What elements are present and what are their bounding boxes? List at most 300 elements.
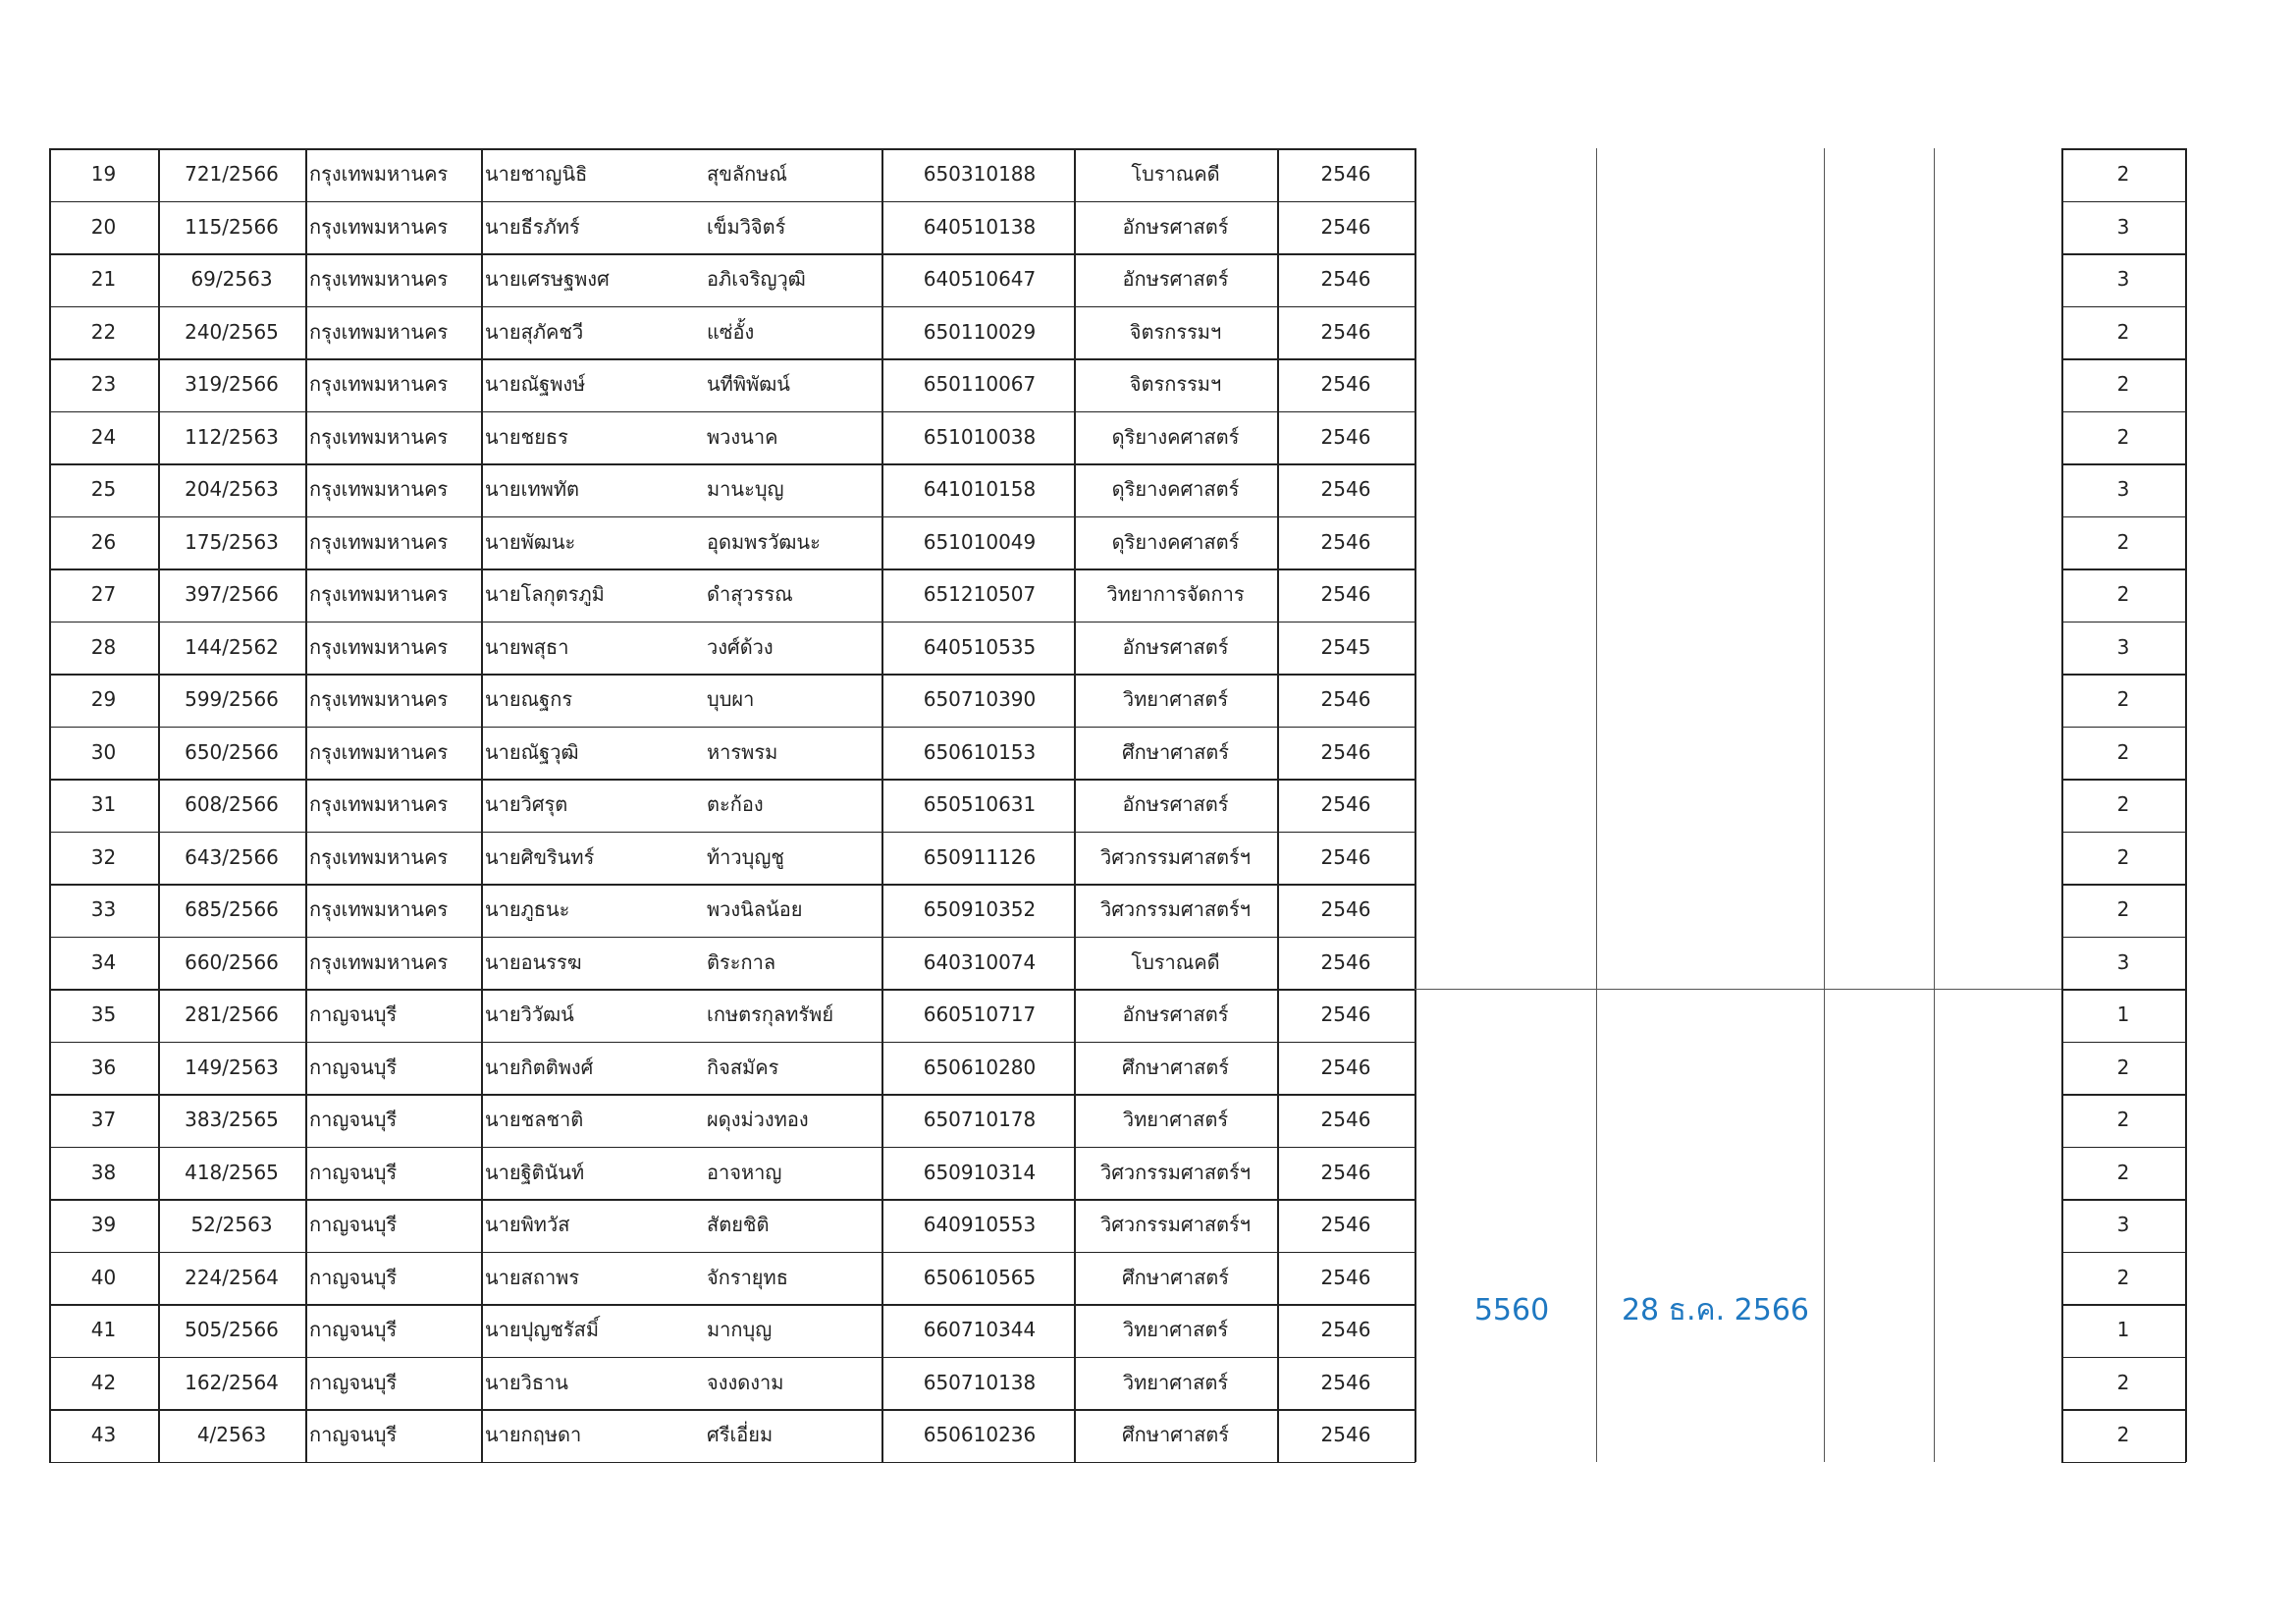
cell-first-name: นายภูธนะ	[485, 897, 570, 921]
cell-student-id: 640910553	[923, 1213, 1037, 1236]
cell-province: กาญจนบุรี	[309, 1108, 398, 1131]
cell-rank: 2	[2116, 687, 2130, 711]
cell-order: 240/2565	[185, 319, 279, 344]
cell-student-id: 650710138	[923, 1370, 1037, 1394]
cell-faculty: วิศวกรรมศาสตร์ฯ	[1099, 1213, 1252, 1236]
grid-hline	[49, 989, 1415, 991]
cell-faculty: อักษรศาสตร์	[1122, 214, 1229, 239]
cell-order: 149/2563	[185, 1055, 279, 1079]
cell-province: กาญจนบุรี	[309, 1213, 398, 1236]
grid-hline	[2061, 727, 2186, 729]
cell-order: 69/2563	[190, 267, 273, 291]
cell-no: 30	[90, 739, 117, 764]
grid-hline	[49, 411, 1415, 413]
cell-birth-year: 2546	[1320, 949, 1371, 974]
cell-birth-year: 2546	[1320, 1160, 1371, 1184]
cell-rank: 2	[2116, 792, 2130, 816]
cell-student-id: 650610236	[923, 1423, 1037, 1446]
cell-province: กรุงเทพมหานคร	[309, 267, 449, 291]
cell-last-name: พวงนิลน้อย	[707, 897, 803, 921]
grid-hline	[2061, 253, 2186, 255]
cell-province: กรุงเทพมหานคร	[309, 844, 449, 869]
cell-faculty: ดุริยางคศาสตร์	[1111, 477, 1240, 501]
cell-rank: 1	[2116, 1318, 2130, 1341]
cell-last-name: อาจหาญ	[707, 1160, 782, 1184]
grid-hline	[2061, 1462, 2186, 1464]
cell-student-id: 640510138	[923, 214, 1037, 239]
cell-student-id: 650910352	[923, 897, 1037, 921]
cell-first-name: นายฐิตินันท์	[485, 1160, 585, 1184]
cell-last-name: ท้าวบุญชู	[707, 844, 784, 869]
table-row	[49, 148, 1415, 201]
cell-order: 162/2564	[185, 1370, 279, 1394]
grid-hline	[2061, 411, 2186, 413]
cell-last-name: สุขลักษณ์	[707, 162, 787, 186]
cell-province: กรุงเทพมหานคร	[309, 372, 449, 396]
cell-rank: 3	[2116, 634, 2130, 659]
cell-last-name: ติระกาล	[707, 949, 776, 974]
cell-province: กรุงเทพมหานคร	[309, 582, 449, 606]
cell-last-name: อุดมพรวัฒนะ	[707, 529, 821, 554]
grid-hline	[49, 568, 1415, 570]
cell-first-name: นายอนรรฆ	[485, 949, 582, 974]
cell-rank: 2	[2116, 372, 2130, 396]
cell-birth-year: 2546	[1320, 477, 1371, 501]
cell-no: 33	[90, 897, 117, 921]
cell-province: กรุงเทพมหานคร	[309, 687, 449, 711]
cell-last-name: นทีพิพัฒน์	[707, 372, 790, 396]
cell-faculty: ศึกษาศาสตร์	[1121, 739, 1230, 764]
cell-faculty: จิตรกรรมฯ	[1129, 319, 1222, 344]
grid-hline	[49, 358, 1415, 360]
cell-province: กาญจนบุรี	[309, 1423, 398, 1446]
cell-no: 24	[90, 424, 117, 449]
cell-first-name: นายพัฒนะ	[485, 529, 576, 554]
grid-hline	[49, 884, 1415, 886]
cell-no: 37	[90, 1108, 117, 1131]
cell-rank: 3	[2116, 949, 2130, 974]
cell-no: 26	[90, 529, 117, 554]
cell-order: 660/2566	[185, 949, 279, 974]
cell-order: 224/2564	[185, 1265, 279, 1289]
cell-rank: 2	[2116, 1423, 2130, 1446]
cell-no: 35	[90, 1002, 117, 1026]
grid-hline	[1415, 989, 2061, 990]
cell-birth-year: 2546	[1320, 1055, 1371, 1079]
table-row	[49, 832, 1415, 885]
grid-vline	[1824, 148, 1825, 1462]
cell-birth-year: 2546	[1320, 1370, 1371, 1394]
cell-faculty: ดุริยางคศาสตร์	[1111, 424, 1240, 449]
cell-no: 20	[90, 214, 117, 239]
grid-hline	[2061, 516, 2186, 518]
cell-first-name: นายณัฐวุฒิ	[485, 739, 579, 764]
cell-first-name: นายธีรภัทร์	[485, 214, 580, 239]
cell-first-name: นายสถาพร	[485, 1265, 580, 1289]
grid-hline	[2061, 1409, 2186, 1411]
cell-rank: 2	[2116, 582, 2130, 606]
cell-no: 40	[90, 1265, 117, 1289]
grid-hline	[2061, 779, 2186, 781]
cell-student-id: 660510717	[923, 1002, 1037, 1026]
cell-province: กาญจนบุรี	[309, 1370, 398, 1394]
cell-order: 115/2566	[185, 214, 279, 239]
grid-hline	[2061, 306, 2186, 308]
cell-last-name: เข็มวิจิตร์	[707, 214, 786, 239]
table-row	[49, 1199, 1415, 1252]
cell-faculty: ดุริยางคศาสตร์	[1111, 529, 1240, 554]
cell-order: 204/2563	[185, 477, 279, 501]
cell-birth-year: 2546	[1320, 1002, 1371, 1026]
cell-no: 31	[90, 792, 117, 816]
grid-hline	[49, 148, 1415, 150]
cell-province: กาญจนบุรี	[309, 1002, 398, 1026]
grid-hline	[49, 1462, 1415, 1464]
table-row	[49, 622, 1415, 675]
cell-rank: 2	[2116, 844, 2130, 869]
grid-vline	[1415, 148, 1416, 1462]
cell-rank: 2	[2116, 424, 2130, 449]
cell-no: 41	[90, 1318, 117, 1341]
cell-faculty: วิทยาศาสตร์	[1122, 687, 1229, 711]
cell-no: 23	[90, 372, 117, 396]
table-row	[49, 358, 1415, 411]
cell-order: 599/2566	[185, 687, 279, 711]
grid-hline	[2061, 989, 2186, 991]
grid-vline	[305, 148, 307, 1462]
cell-rank: 2	[2116, 319, 2130, 344]
cell-student-id: 640310074	[923, 949, 1037, 974]
cell-no: 29	[90, 687, 117, 711]
cell-birth-year: 2546	[1320, 582, 1371, 606]
cell-faculty: โบราณคดี	[1131, 949, 1220, 974]
grid-vline	[158, 148, 160, 1462]
cell-birth-year: 2545	[1320, 634, 1371, 659]
cell-first-name: นายณฐกร	[485, 687, 573, 711]
cell-student-id: 650110067	[923, 372, 1037, 396]
cell-birth-year: 2546	[1320, 1108, 1371, 1131]
cell-order: 418/2565	[185, 1160, 279, 1184]
cell-no: 21	[90, 267, 117, 291]
cell-last-name: มากบุญ	[707, 1318, 773, 1341]
cell-faculty: โบราณคดี	[1131, 162, 1220, 186]
cell-no: 42	[90, 1370, 117, 1394]
cell-no: 25	[90, 477, 117, 501]
cell-province: กรุงเทพมหานคร	[309, 792, 449, 816]
cell-first-name: นายวิวัฒน์	[485, 1002, 574, 1026]
grid-vline	[881, 148, 883, 1462]
grid-hline	[49, 463, 1415, 465]
cell-faculty: อักษรศาสตร์	[1122, 634, 1229, 659]
grid-hline	[2061, 1304, 2186, 1306]
cell-faculty: อักษรศาสตร์	[1122, 1002, 1229, 1026]
grid-hline	[2061, 568, 2186, 570]
cell-student-id: 650310188	[923, 162, 1037, 186]
grid-hline	[2061, 832, 2186, 834]
cell-province: กรุงเทพมหานคร	[309, 319, 449, 344]
cell-faculty: วิศวกรรมศาสตร์ฯ	[1099, 844, 1252, 869]
cell-province: กรุงเทพมหานคร	[309, 634, 449, 659]
table-row	[49, 201, 1415, 254]
cell-student-id: 650710390	[923, 687, 1037, 711]
cell-order: 52/2563	[190, 1213, 273, 1236]
table-row	[49, 463, 1415, 516]
cell-order: 383/2565	[185, 1108, 279, 1131]
cell-faculty: ศึกษาศาสตร์	[1121, 1423, 1230, 1446]
cell-no: 28	[90, 634, 117, 659]
grid-hline	[49, 1199, 1415, 1201]
table-row	[49, 1304, 1415, 1357]
cell-rank: 2	[2116, 739, 2130, 764]
cell-order: 608/2566	[185, 792, 279, 816]
cell-birth-year: 2546	[1320, 687, 1371, 711]
cell-student-id: 650610565	[923, 1265, 1037, 1289]
cell-last-name: กิจสมัคร	[707, 1055, 779, 1079]
merged-book-number: 5560	[1473, 1293, 1550, 1327]
cell-faculty: ศึกษาศาสตร์	[1121, 1265, 1230, 1289]
cell-order: 685/2566	[185, 897, 279, 921]
table-row	[49, 989, 1415, 1042]
table-row	[49, 937, 1415, 990]
cell-birth-year: 2546	[1320, 162, 1371, 186]
cell-student-id: 641010158	[923, 477, 1037, 501]
table-row	[49, 1252, 1415, 1305]
table-row	[49, 1357, 1415, 1410]
grid-vline	[2061, 148, 2063, 1462]
cell-faculty: วิทยาศาสตร์	[1122, 1108, 1229, 1131]
cell-birth-year: 2546	[1320, 1318, 1371, 1341]
cell-province: กรุงเทพมหานคร	[309, 162, 449, 186]
cell-first-name: นายชาญนิธิ	[485, 162, 588, 186]
cell-last-name: พวงนาค	[707, 424, 778, 449]
cell-first-name: นายศิขรินทร์	[485, 844, 595, 869]
table-row	[49, 884, 1415, 937]
cell-no: 32	[90, 844, 117, 869]
cell-province: กรุงเทพมหานคร	[309, 739, 449, 764]
grid-hline	[49, 253, 1415, 255]
cell-birth-year: 2546	[1320, 1213, 1371, 1236]
cell-rank: 3	[2116, 214, 2130, 239]
grid-hline	[49, 674, 1415, 676]
cell-order: 281/2566	[185, 1002, 279, 1026]
cell-student-id: 650911126	[923, 844, 1037, 869]
cell-last-name: แซ่อั้ง	[707, 319, 755, 344]
grid-hline	[2061, 937, 2186, 939]
grid-vline	[1277, 148, 1279, 1462]
table-row	[49, 1409, 1415, 1462]
cell-order: 643/2566	[185, 844, 279, 869]
grid-hline	[49, 1304, 1415, 1306]
cell-first-name: นายวิศรุต	[485, 792, 568, 816]
cell-first-name: นายพิทวัส	[485, 1213, 570, 1236]
grid-hline	[49, 1409, 1415, 1411]
cell-last-name: มานะบุญ	[707, 477, 784, 501]
cell-faculty: วิทยาศาสตร์	[1122, 1370, 1229, 1394]
cell-birth-year: 2546	[1320, 267, 1371, 291]
table-row	[49, 568, 1415, 622]
cell-faculty: วิศวกรรมศาสตร์ฯ	[1099, 1160, 1252, 1184]
grid-hline	[49, 622, 1415, 623]
cell-last-name: ดำสุวรรณ	[707, 582, 793, 606]
grid-hline	[49, 1357, 1415, 1359]
cell-last-name: ผดุงม่วงทอง	[707, 1108, 809, 1131]
cell-rank: 2	[2116, 162, 2130, 186]
table-row	[49, 306, 1415, 359]
cell-faculty: วิทยาการจัดการ	[1106, 582, 1245, 606]
cell-student-id: 640510647	[923, 267, 1037, 291]
cell-birth-year: 2546	[1320, 1265, 1371, 1289]
cell-order: 175/2563	[185, 529, 279, 554]
cell-rank: 2	[2116, 897, 2130, 921]
cell-no: 27	[90, 582, 117, 606]
cell-province: กรุงเทพมหานคร	[309, 529, 449, 554]
cell-student-id: 650910314	[923, 1160, 1037, 1184]
grid-hline	[2061, 201, 2186, 203]
cell-student-id: 651010049	[923, 529, 1037, 554]
cell-birth-year: 2546	[1320, 424, 1371, 449]
cell-province: กรุงเทพมหานคร	[309, 424, 449, 449]
cell-province: กาญจนบุรี	[309, 1160, 398, 1184]
cell-first-name: นายวิธาน	[485, 1370, 568, 1394]
cell-faculty: จิตรกรรมฯ	[1129, 372, 1222, 396]
grid-hline	[49, 1094, 1415, 1096]
cell-province: กรุงเทพมหานคร	[309, 949, 449, 974]
cell-rank: 2	[2116, 1108, 2130, 1131]
cell-birth-year: 2546	[1320, 319, 1371, 344]
cell-rank: 3	[2116, 1213, 2130, 1236]
cell-first-name: นายพสุธา	[485, 634, 569, 659]
cell-first-name: นายกฤษดา	[485, 1423, 582, 1446]
cell-birth-year: 2546	[1320, 897, 1371, 921]
cell-student-id: 640510535	[923, 634, 1037, 659]
cell-last-name: หารพรม	[707, 739, 778, 764]
cell-last-name: จักรายุทธ	[707, 1265, 788, 1289]
cell-no: 36	[90, 1055, 117, 1079]
grid-hline	[49, 937, 1415, 939]
cell-no: 39	[90, 1213, 117, 1236]
cell-faculty: วิศวกรรมศาสตร์ฯ	[1099, 897, 1252, 921]
cell-first-name: นายชยธร	[485, 424, 568, 449]
cell-faculty: วิทยาศาสตร์	[1122, 1318, 1229, 1341]
cell-province: กรุงเทพมหานคร	[309, 477, 449, 501]
grid-hline	[2061, 1094, 2186, 1096]
grid-hline	[2061, 463, 2186, 465]
grid-hline	[2061, 1042, 2186, 1044]
cell-order: 112/2563	[185, 424, 279, 449]
table-row	[49, 779, 1415, 832]
grid-hline	[2061, 148, 2186, 150]
table-row	[49, 411, 1415, 464]
cell-student-id: 651010038	[923, 424, 1037, 449]
cell-province: กาญจนบุรี	[309, 1055, 398, 1079]
grid-vline	[1074, 148, 1076, 1462]
cell-student-id: 650710178	[923, 1108, 1037, 1131]
cell-no: 38	[90, 1160, 117, 1184]
cell-birth-year: 2546	[1320, 1423, 1371, 1446]
grid-hline	[2061, 358, 2186, 360]
cell-birth-year: 2546	[1320, 214, 1371, 239]
cell-no: 43	[90, 1423, 117, 1446]
grid-hline	[49, 516, 1415, 518]
grid-vline	[1934, 148, 1935, 1462]
cell-no: 34	[90, 949, 117, 974]
grid-hline	[2061, 674, 2186, 676]
cell-first-name: นายเศรษฐพงศ	[485, 267, 610, 291]
grid-hline	[2061, 1199, 2186, 1201]
grid-hline	[49, 1252, 1415, 1254]
grid-hline	[49, 832, 1415, 834]
cell-first-name: นายเทพทัต	[485, 477, 579, 501]
grid-vline	[2185, 148, 2187, 1462]
cell-order: 144/2562	[185, 634, 279, 659]
cell-student-id: 650510631	[923, 792, 1037, 816]
cell-last-name: เกษตรกุลทรัพย์	[707, 1002, 834, 1026]
grid-hline	[49, 779, 1415, 781]
cell-rank: 3	[2116, 477, 2130, 501]
cell-province: กาญจนบุรี	[309, 1318, 398, 1341]
grid-vline	[49, 148, 51, 1462]
grid-hline	[49, 306, 1415, 308]
cell-faculty: อักษรศาสตร์	[1122, 267, 1229, 291]
table-row	[49, 253, 1415, 306]
cell-rank: 2	[2116, 1160, 2130, 1184]
cell-rank: 2	[2116, 1265, 2130, 1289]
cell-student-id: 650110029	[923, 319, 1037, 344]
cell-faculty: อักษรศาสตร์	[1122, 792, 1229, 816]
cell-student-id: 650610280	[923, 1055, 1037, 1079]
table-row	[49, 1147, 1415, 1200]
cell-first-name: นายสุภัคชวี	[485, 319, 584, 344]
cell-order: 505/2566	[185, 1318, 279, 1341]
cell-birth-year: 2546	[1320, 529, 1371, 554]
grid-vline	[481, 148, 483, 1462]
merged-book-date: 28 ธ.ค. 2566	[1621, 1293, 1810, 1327]
cell-last-name: สัตยชิติ	[707, 1213, 770, 1236]
grid-hline	[49, 1042, 1415, 1044]
table-row	[49, 1094, 1415, 1147]
grid-hline	[2061, 622, 2186, 623]
cell-last-name: บุบผา	[707, 687, 755, 711]
cell-rank: 2	[2116, 529, 2130, 554]
grid-vline	[1596, 148, 1597, 1462]
grid-hline	[2061, 1357, 2186, 1359]
grid-hline	[49, 1147, 1415, 1149]
cell-student-id: 660710344	[923, 1318, 1037, 1341]
cell-rank: 1	[2116, 1002, 2130, 1026]
grid-hline	[2061, 1147, 2186, 1149]
cell-birth-year: 2546	[1320, 739, 1371, 764]
cell-rank: 2	[2116, 1055, 2130, 1079]
cell-birth-year: 2546	[1320, 792, 1371, 816]
cell-first-name: นายชลชาติ	[485, 1108, 584, 1131]
cell-rank: 3	[2116, 267, 2130, 291]
cell-order: 397/2566	[185, 582, 279, 606]
cell-order: 650/2566	[185, 739, 279, 764]
cell-order: 721/2566	[185, 162, 279, 186]
cell-last-name: จงงดงาม	[707, 1370, 784, 1394]
cell-first-name: นายกิตติพงศ์	[485, 1055, 594, 1079]
cell-order: 4/2563	[196, 1423, 267, 1446]
cell-first-name: นายโลกุตรภูมิ	[485, 582, 605, 606]
grid-hline	[49, 201, 1415, 203]
cell-last-name: ศรีเอี่ยม	[707, 1423, 774, 1446]
cell-birth-year: 2546	[1320, 844, 1371, 869]
grid-hline	[2061, 1252, 2186, 1254]
cell-province: กรุงเทพมหานคร	[309, 214, 449, 239]
table-row	[49, 516, 1415, 569]
cell-last-name: ตะก้อง	[707, 792, 764, 816]
cell-student-id: 651210507	[923, 582, 1037, 606]
